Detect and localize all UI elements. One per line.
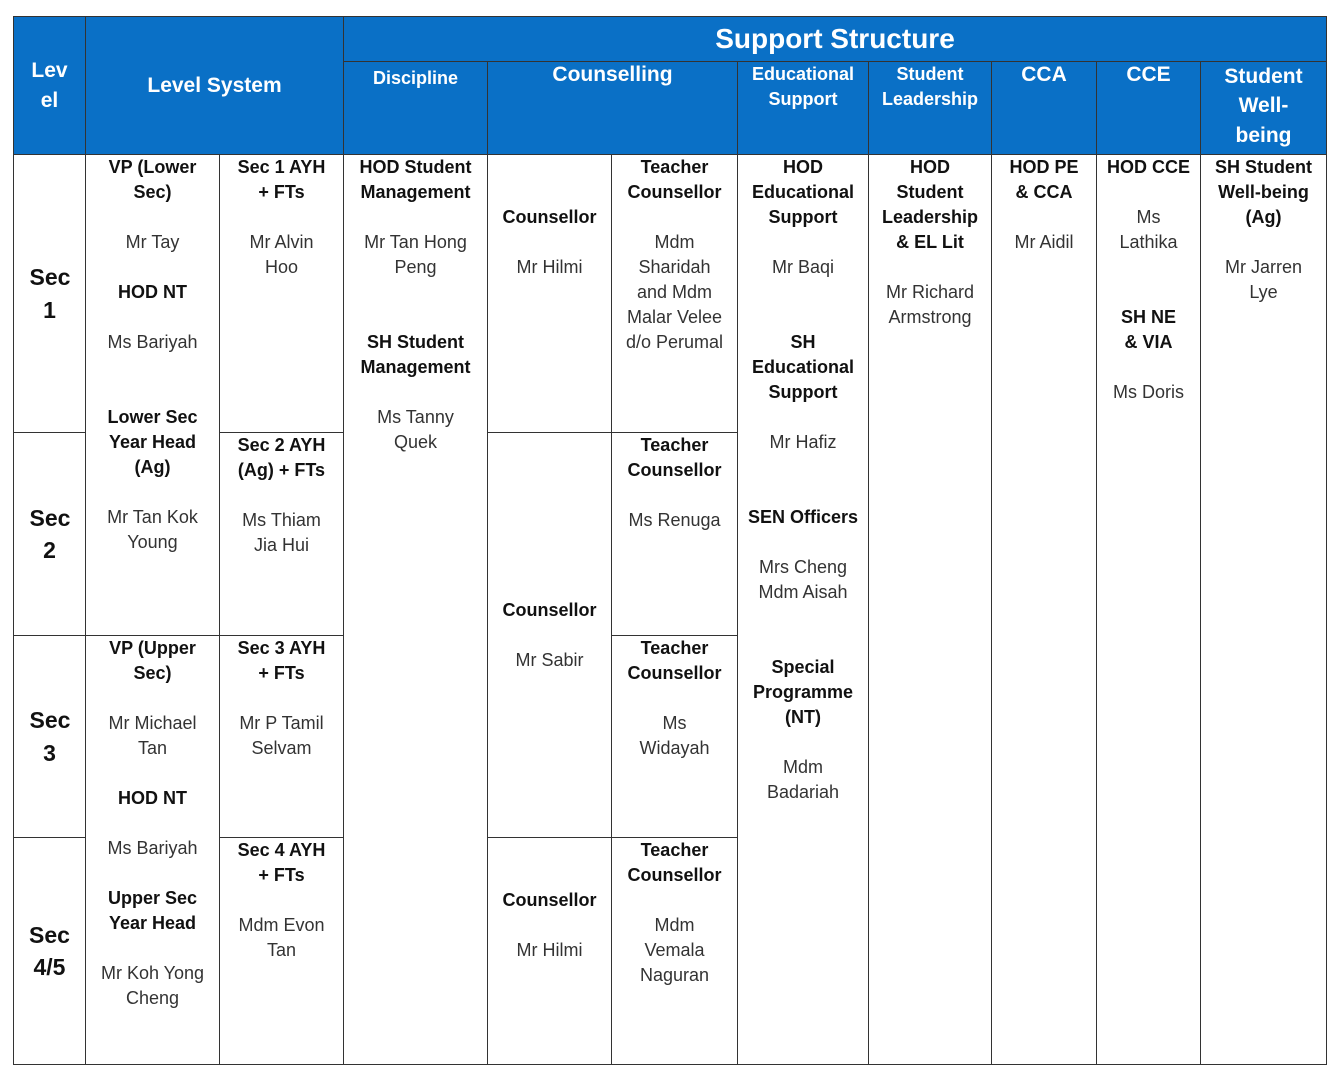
staff-name: Mr Sabir	[515, 649, 584, 670]
staff-name: Mr Tay	[125, 232, 180, 252]
header-counselling: Counselling	[488, 62, 738, 155]
role-block	[612, 433, 737, 533]
upper-sec-management	[86, 636, 220, 1065]
staff-name: Mdm Evon Tan	[238, 915, 325, 960]
staff-name: Ms Bariyah	[107, 332, 198, 352]
role-block	[488, 888, 611, 963]
staff-name: Mr Tan Hong Peng	[364, 232, 467, 277]
role-title: Sec 3 AYH + FTs	[237, 638, 326, 683]
role-block	[612, 155, 737, 355]
staff-name: Mr Richard Armstrong	[885, 282, 974, 327]
role-block	[1097, 305, 1200, 405]
role-title: SEN Officers	[747, 507, 859, 527]
role-block	[1201, 155, 1326, 305]
staff-name: Mr Baqi	[771, 257, 834, 277]
staff-name: Mr Aidil	[1014, 232, 1074, 252]
counsellor-sec-1	[488, 155, 612, 433]
role-block	[612, 636, 737, 761]
staff-name: Mr P Tamil Selvam	[239, 713, 324, 758]
role-block	[869, 155, 991, 330]
discipline-column	[344, 155, 488, 1065]
sec-1-ayh	[220, 155, 344, 433]
header-cca: CCA	[992, 62, 1097, 155]
role-block	[220, 433, 343, 558]
role-title: Counsellor	[502, 890, 597, 910]
sec-2-ayh	[220, 433, 344, 636]
role-title: HOD NT	[118, 788, 187, 808]
role-block	[1097, 155, 1200, 255]
sec-4-ayh	[220, 838, 344, 1065]
role-block	[220, 636, 343, 761]
staff-name: Mr Hilmi	[516, 257, 583, 277]
role-title: SH Student Management	[360, 332, 471, 377]
role-block	[86, 636, 219, 761]
cce-column	[1097, 155, 1201, 1065]
role-title: SH Educational Support	[751, 332, 854, 402]
staff-name: Mr Koh Yong Cheng	[100, 963, 205, 1008]
role-title: VP (Upper Sec)	[109, 638, 196, 683]
staff-name: Ms Widayah	[639, 713, 710, 758]
role-title: Teacher Counsellor	[627, 638, 722, 683]
role-title: VP (Lower Sec)	[108, 157, 197, 202]
level-sec-3: Sec 3	[14, 636, 86, 838]
role-title: Teacher Counsellor	[627, 157, 722, 202]
staff-name: Ms Lathika	[1119, 207, 1178, 252]
educational-support-column	[738, 155, 869, 1065]
role-title: HOD PE & CCA	[1009, 157, 1079, 202]
sec-3-ayh	[220, 636, 344, 838]
role-block	[738, 505, 868, 605]
header-student-leadership: Student Leadership	[869, 62, 992, 155]
role-block	[738, 155, 868, 280]
cca-column	[992, 155, 1097, 1065]
role-title: Sec 2 AYH (Ag) + FTs	[237, 435, 326, 480]
role-block	[86, 155, 219, 255]
staff-name: Mr Jarren Lye	[1224, 257, 1302, 302]
role-title: Teacher Counsellor	[627, 435, 722, 480]
role-block	[220, 838, 343, 963]
header-support-structure: Support Structure	[344, 17, 1327, 62]
support-structure-table-wrapper	[13, 16, 1327, 1065]
staff-name: Mr Hilmi	[516, 940, 583, 960]
role-title: HOD NT	[118, 282, 187, 302]
level-sec-2: Sec 2	[14, 433, 86, 636]
header-cce: CCE	[1097, 62, 1201, 155]
role-title: Counsellor	[502, 207, 597, 227]
role-title: Teacher Counsellor	[627, 840, 722, 885]
role-block	[612, 838, 737, 988]
role-block	[344, 330, 487, 455]
staff-name: Ms Doris	[1113, 382, 1184, 402]
header-educational-support: Educational Support	[738, 62, 869, 155]
teacher-counsellor-sec-1	[612, 155, 738, 433]
header-level-system: Level System	[86, 17, 344, 155]
role-block	[86, 786, 219, 861]
level-sec-1: Sec 1	[14, 155, 86, 433]
role-title: Sec 4 AYH + FTs	[237, 840, 326, 885]
teacher-counsellor-sec-2	[612, 433, 738, 636]
role-block	[86, 405, 219, 555]
staff-name: Mrs Cheng	[758, 557, 848, 577]
support-structure-table	[13, 16, 1327, 1065]
header-level: Lev el	[14, 17, 86, 155]
role-title: SH NE & VIA	[1120, 307, 1176, 352]
staff-name: Ms Tanny Quek	[377, 407, 454, 452]
role-title: HOD CCE	[1106, 157, 1190, 177]
role-title: SH Student Well-being (Ag)	[1215, 157, 1312, 227]
staff-name: Mdm Sharidah and Mdm Malar Velee d/o Perumal	[625, 232, 724, 352]
role-block	[488, 598, 611, 673]
role-title: HOD Educational Support	[751, 157, 854, 227]
staff-name: Mr Michael Tan	[108, 713, 197, 758]
teacher-counsellor-sec-4-5	[612, 838, 738, 1065]
student-wellbeing-column	[1201, 155, 1327, 1065]
staff-name: Ms Bariyah	[107, 838, 198, 858]
role-title: HOD Student Leadership & EL Lit	[881, 157, 979, 252]
role-block	[220, 155, 343, 280]
counsellor-sec-4-5	[488, 838, 612, 1065]
staff-name: Mr Alvin Hoo	[249, 232, 314, 277]
staff-name: Mdm Vemala Naguran	[639, 915, 710, 985]
role-block	[738, 655, 868, 805]
staff-name: Mr Hafiz	[769, 432, 837, 452]
header-discipline: Discipline	[344, 62, 488, 155]
role-title: Special Programme (NT)	[752, 657, 854, 727]
staff-name: Mr Tan Kok Young	[107, 507, 198, 552]
header-student-wellbeing: Student Well- being	[1201, 62, 1327, 155]
role-block	[86, 280, 219, 355]
role-block	[344, 155, 487, 280]
role-block	[992, 155, 1096, 255]
level-sec-4-5: Sec 4/5	[14, 838, 86, 1065]
teacher-counsellor-sec-3	[612, 636, 738, 838]
staff-name: Ms Renuga	[628, 510, 721, 530]
role-block	[738, 330, 868, 455]
role-block	[86, 886, 219, 1011]
staff-name: Ms Thiam Jia Hui	[242, 510, 321, 555]
student-leadership-column	[869, 155, 992, 1065]
staff-name: Mdm Badariah	[766, 757, 840, 802]
counsellor-sec-2-3	[488, 433, 612, 838]
role-title: Sec 1 AYH + FTs	[237, 157, 326, 202]
role-title: Lower Sec Year Head (Ag)	[107, 407, 198, 477]
lower-sec-management	[86, 155, 220, 636]
role-title: Upper Sec Year Head	[107, 888, 198, 933]
staff-name: Mdm Aisah	[758, 582, 848, 602]
role-title: HOD Student Management	[359, 157, 472, 202]
role-title: Counsellor	[502, 599, 597, 620]
role-block	[488, 205, 611, 280]
